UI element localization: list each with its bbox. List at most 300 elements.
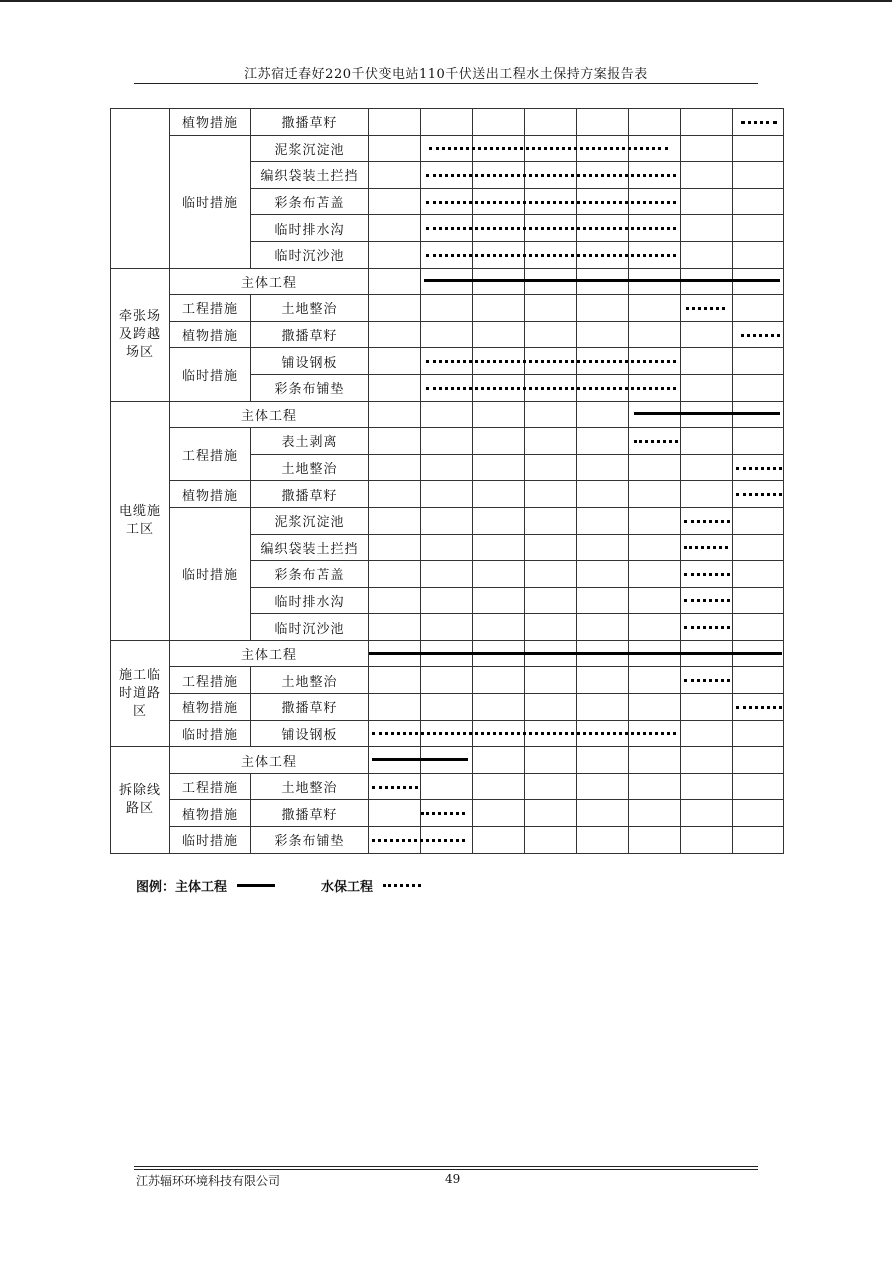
time-cell (733, 295, 784, 322)
time-cell (421, 694, 473, 721)
schedule-table (110, 108, 784, 854)
time-cell (629, 321, 681, 348)
measure-cell: 土地整治 (251, 773, 369, 800)
time-cell (421, 268, 473, 295)
time-cell (629, 188, 681, 215)
table-row (111, 348, 784, 375)
time-cell (681, 694, 733, 721)
time-cell (369, 268, 421, 295)
time-cell (473, 241, 525, 268)
time-cell (473, 800, 525, 827)
category-cell: 植物措施 (170, 109, 251, 136)
measure-cell: 撒播草籽 (251, 694, 369, 721)
time-cell (629, 428, 681, 455)
legend (136, 876, 421, 895)
category-cell: 临时措施 (170, 507, 251, 640)
time-cell (733, 188, 784, 215)
time-cell (577, 640, 629, 667)
table-row (111, 667, 784, 694)
table-row (111, 827, 784, 854)
time-cell (681, 348, 733, 375)
time-cell (369, 295, 421, 322)
time-cell (421, 374, 473, 401)
time-cell (421, 507, 473, 534)
table-row (111, 428, 784, 455)
time-cell (733, 773, 784, 800)
measure-cell: 铺设钢板 (251, 348, 369, 375)
time-cell (525, 694, 577, 721)
time-cell (577, 428, 629, 455)
time-cell (629, 614, 681, 641)
category-cell: 临时措施 (170, 827, 251, 854)
time-cell (681, 321, 733, 348)
time-cell (525, 614, 577, 641)
measure-cell: 彩条布铺垫 (251, 374, 369, 401)
legend-dotted-line-swatch (383, 884, 421, 887)
time-cell (421, 188, 473, 215)
time-cell (733, 640, 784, 667)
time-cell (421, 241, 473, 268)
time-cell (421, 109, 473, 136)
category-cell: 临时措施 (170, 135, 251, 268)
time-cell (733, 827, 784, 854)
category-cell: 工程措施 (170, 773, 251, 800)
time-cell (681, 268, 733, 295)
time-cell (421, 428, 473, 455)
time-cell (421, 348, 473, 375)
time-cell (473, 720, 525, 747)
table-row (111, 321, 784, 348)
time-cell (473, 481, 525, 508)
time-cell (525, 215, 577, 242)
time-cell (473, 587, 525, 614)
table-row (111, 773, 784, 800)
time-cell (577, 694, 629, 721)
time-cell (577, 374, 629, 401)
time-cell (421, 587, 473, 614)
category-cell: 植物措施 (170, 800, 251, 827)
time-cell (577, 109, 629, 136)
time-cell (681, 109, 733, 136)
time-cell (525, 135, 577, 162)
top-border (0, 0, 892, 2)
time-cell (525, 561, 577, 588)
time-cell (473, 827, 525, 854)
time-cell (369, 561, 421, 588)
time-cell (369, 534, 421, 561)
time-cell (421, 454, 473, 481)
time-cell (473, 428, 525, 455)
time-cell (525, 188, 577, 215)
time-cell (421, 827, 473, 854)
time-cell (369, 827, 421, 854)
time-cell (421, 215, 473, 242)
time-cell (577, 401, 629, 428)
time-cell (629, 401, 681, 428)
time-cell (525, 428, 577, 455)
zone-cell: 牵张场及跨越场区 (111, 268, 170, 401)
time-cell (629, 241, 681, 268)
time-cell (421, 720, 473, 747)
measure-cell: 泥浆沉淀池 (251, 135, 369, 162)
time-cell (733, 534, 784, 561)
time-cell (629, 694, 681, 721)
time-cell (733, 800, 784, 827)
time-cell (577, 720, 629, 747)
measure-cell: 土地整治 (251, 667, 369, 694)
time-cell (369, 694, 421, 721)
table-row (111, 481, 784, 508)
measure-cell: 彩条布铺垫 (251, 827, 369, 854)
time-cell (733, 348, 784, 375)
time-cell (577, 587, 629, 614)
table-row (111, 109, 784, 136)
zone-cell: 电缆施工区 (111, 401, 170, 640)
time-cell (525, 374, 577, 401)
time-cell (473, 614, 525, 641)
table-row (111, 507, 784, 534)
time-cell (629, 827, 681, 854)
time-cell (369, 109, 421, 136)
time-cell (473, 162, 525, 189)
time-cell (525, 268, 577, 295)
time-cell (733, 321, 784, 348)
footer-rule-bottom (134, 1169, 758, 1170)
time-cell (733, 667, 784, 694)
time-cell (733, 587, 784, 614)
time-cell (473, 135, 525, 162)
time-cell (577, 773, 629, 800)
time-cell (525, 295, 577, 322)
time-cell (421, 800, 473, 827)
time-cell (577, 162, 629, 189)
time-cell (681, 188, 733, 215)
time-cell (369, 481, 421, 508)
time-cell (681, 640, 733, 667)
time-cell (577, 800, 629, 827)
time-cell (369, 321, 421, 348)
time-cell (369, 587, 421, 614)
footer-rule-top (134, 1166, 758, 1167)
time-cell (681, 667, 733, 694)
time-cell (577, 135, 629, 162)
time-cell (525, 481, 577, 508)
time-cell (681, 587, 733, 614)
time-cell (369, 241, 421, 268)
time-cell (733, 241, 784, 268)
time-cell (629, 561, 681, 588)
category-cell: 植物措施 (170, 481, 251, 508)
soil-conservation-bar (372, 786, 419, 789)
time-cell (525, 321, 577, 348)
time-cell (369, 614, 421, 641)
time-cell (473, 268, 525, 295)
measure-cell: 彩条布苫盖 (251, 561, 369, 588)
time-cell (629, 162, 681, 189)
time-cell (681, 561, 733, 588)
time-cell (473, 321, 525, 348)
time-cell (681, 241, 733, 268)
time-cell (525, 162, 577, 189)
measure-cell: 土地整治 (251, 454, 369, 481)
category-cell: 临时措施 (170, 720, 251, 747)
table-row (111, 720, 784, 747)
time-cell (525, 827, 577, 854)
time-cell (733, 162, 784, 189)
time-cell (421, 534, 473, 561)
measure-cell-main: 主体工程 (170, 640, 369, 667)
time-cell (369, 747, 421, 774)
time-cell (681, 135, 733, 162)
measure-cell: 撒播草籽 (251, 321, 369, 348)
time-cell (681, 747, 733, 774)
time-cell (733, 428, 784, 455)
table-row (111, 268, 784, 295)
time-cell (629, 295, 681, 322)
time-cell (577, 215, 629, 242)
measure-cell: 编织袋装土拦挡 (251, 162, 369, 189)
page-header-title: 江苏宿迁春好220千伏变电站110千伏送出工程水土保持方案报告表 (244, 67, 648, 82)
measure-cell: 铺设钢板 (251, 720, 369, 747)
time-cell (473, 561, 525, 588)
time-cell (681, 720, 733, 747)
page-number: 49 (445, 1172, 461, 1186)
time-cell (473, 454, 525, 481)
time-cell (681, 428, 733, 455)
time-cell (369, 507, 421, 534)
time-cell (473, 640, 525, 667)
measure-cell: 临时排水沟 (251, 587, 369, 614)
time-cell (681, 481, 733, 508)
time-cell (473, 747, 525, 774)
time-cell (525, 507, 577, 534)
time-cell (577, 561, 629, 588)
time-cell (681, 614, 733, 641)
time-cell (733, 109, 784, 136)
time-cell (369, 640, 421, 667)
table-row (111, 694, 784, 721)
time-cell (733, 720, 784, 747)
time-cell (369, 374, 421, 401)
time-cell (629, 507, 681, 534)
time-cell (525, 241, 577, 268)
legend-solid-line-swatch (237, 884, 275, 887)
zone-cell: 拆除线路区 (111, 747, 170, 853)
time-cell (629, 481, 681, 508)
time-cell (421, 295, 473, 322)
measure-cell: 临时排水沟 (251, 215, 369, 242)
time-cell (629, 268, 681, 295)
time-cell (629, 747, 681, 774)
time-cell (577, 321, 629, 348)
time-cell (525, 454, 577, 481)
measure-cell: 临时沉沙池 (251, 241, 369, 268)
time-cell (681, 773, 733, 800)
time-cell (629, 720, 681, 747)
table-row (111, 401, 784, 428)
legend-main-label: 主体工程 (175, 880, 228, 895)
time-cell (369, 135, 421, 162)
time-cell (525, 348, 577, 375)
time-cell (733, 374, 784, 401)
time-cell (577, 268, 629, 295)
time-cell (525, 773, 577, 800)
time-cell (421, 747, 473, 774)
measure-cell: 撒播草籽 (251, 800, 369, 827)
time-cell (733, 481, 784, 508)
time-cell (473, 348, 525, 375)
time-cell (421, 561, 473, 588)
time-cell (421, 614, 473, 641)
measure-cell: 撒播草籽 (251, 481, 369, 508)
time-cell (369, 348, 421, 375)
time-cell (681, 374, 733, 401)
table-row (111, 640, 784, 667)
time-cell (577, 481, 629, 508)
table-row (111, 747, 784, 774)
time-cell (629, 534, 681, 561)
time-cell (525, 800, 577, 827)
time-cell (629, 215, 681, 242)
legend-prefix: 图例： (136, 880, 176, 895)
measure-cell: 临时沉沙池 (251, 614, 369, 641)
measure-cell: 表土剥离 (251, 428, 369, 455)
time-cell (629, 773, 681, 800)
time-cell (369, 667, 421, 694)
time-cell (421, 481, 473, 508)
time-cell (681, 534, 733, 561)
header-rule (134, 83, 758, 84)
time-cell (473, 188, 525, 215)
time-cell (369, 215, 421, 242)
time-cell (681, 827, 733, 854)
time-cell (421, 667, 473, 694)
time-cell (681, 401, 733, 428)
measure-cell-main: 主体工程 (170, 401, 369, 428)
time-cell (733, 215, 784, 242)
table-row (111, 135, 784, 162)
time-cell (525, 401, 577, 428)
table-row (111, 295, 784, 322)
table-row (111, 800, 784, 827)
zone-cell-empty (111, 109, 170, 269)
time-cell (473, 694, 525, 721)
time-cell (369, 401, 421, 428)
measure-cell: 编织袋装土拦挡 (251, 534, 369, 561)
category-cell: 植物措施 (170, 321, 251, 348)
time-cell (681, 454, 733, 481)
time-cell (733, 614, 784, 641)
time-cell (629, 348, 681, 375)
time-cell (577, 534, 629, 561)
time-cell (577, 614, 629, 641)
time-cell (629, 800, 681, 827)
time-cell (733, 694, 784, 721)
time-cell (733, 135, 784, 162)
time-cell (421, 321, 473, 348)
measure-cell: 土地整治 (251, 295, 369, 322)
time-cell (629, 587, 681, 614)
measure-cell: 撒播草籽 (251, 109, 369, 136)
time-cell (473, 215, 525, 242)
category-cell: 工程措施 (170, 428, 251, 481)
time-cell (525, 640, 577, 667)
time-cell (421, 773, 473, 800)
time-cell (369, 454, 421, 481)
time-cell (681, 507, 733, 534)
time-cell (473, 534, 525, 561)
time-cell (421, 640, 473, 667)
time-cell (473, 507, 525, 534)
time-cell (577, 747, 629, 774)
time-cell (473, 401, 525, 428)
time-cell (629, 374, 681, 401)
time-cell (577, 454, 629, 481)
measure-cell: 彩条布苫盖 (251, 188, 369, 215)
time-cell (629, 454, 681, 481)
time-cell (577, 241, 629, 268)
time-cell (577, 295, 629, 322)
time-cell (525, 747, 577, 774)
time-cell (577, 188, 629, 215)
time-cell (525, 109, 577, 136)
time-cell (473, 295, 525, 322)
time-cell (681, 295, 733, 322)
time-cell (473, 109, 525, 136)
time-cell (473, 374, 525, 401)
time-cell (369, 162, 421, 189)
time-cell (629, 667, 681, 694)
measure-cell: 泥浆沉淀池 (251, 507, 369, 534)
time-cell (733, 268, 784, 295)
time-cell (369, 188, 421, 215)
time-cell (369, 428, 421, 455)
time-cell (681, 800, 733, 827)
time-cell (525, 587, 577, 614)
time-cell (733, 454, 784, 481)
time-cell (733, 401, 784, 428)
time-cell (525, 720, 577, 747)
legend-wsc-label: 水保工程 (321, 880, 374, 895)
footer-company: 江苏辐环环境科技有限公司 (136, 1174, 281, 1188)
category-cell: 临时措施 (170, 348, 251, 401)
time-cell (421, 401, 473, 428)
time-cell (421, 135, 473, 162)
time-cell (629, 135, 681, 162)
time-cell (473, 773, 525, 800)
category-cell: 植物措施 (170, 694, 251, 721)
time-cell (525, 667, 577, 694)
time-cell (577, 827, 629, 854)
time-cell (577, 507, 629, 534)
time-cell (369, 720, 421, 747)
time-cell (681, 162, 733, 189)
time-cell (733, 561, 784, 588)
time-cell (473, 667, 525, 694)
category-cell: 工程措施 (170, 295, 251, 322)
time-cell (577, 348, 629, 375)
time-cell (629, 109, 681, 136)
time-cell (369, 800, 421, 827)
time-cell (421, 162, 473, 189)
time-cell (525, 534, 577, 561)
time-cell (369, 773, 421, 800)
category-cell: 工程措施 (170, 667, 251, 694)
time-cell (681, 215, 733, 242)
measure-cell-main: 主体工程 (170, 747, 369, 774)
time-cell (733, 507, 784, 534)
time-cell (577, 667, 629, 694)
